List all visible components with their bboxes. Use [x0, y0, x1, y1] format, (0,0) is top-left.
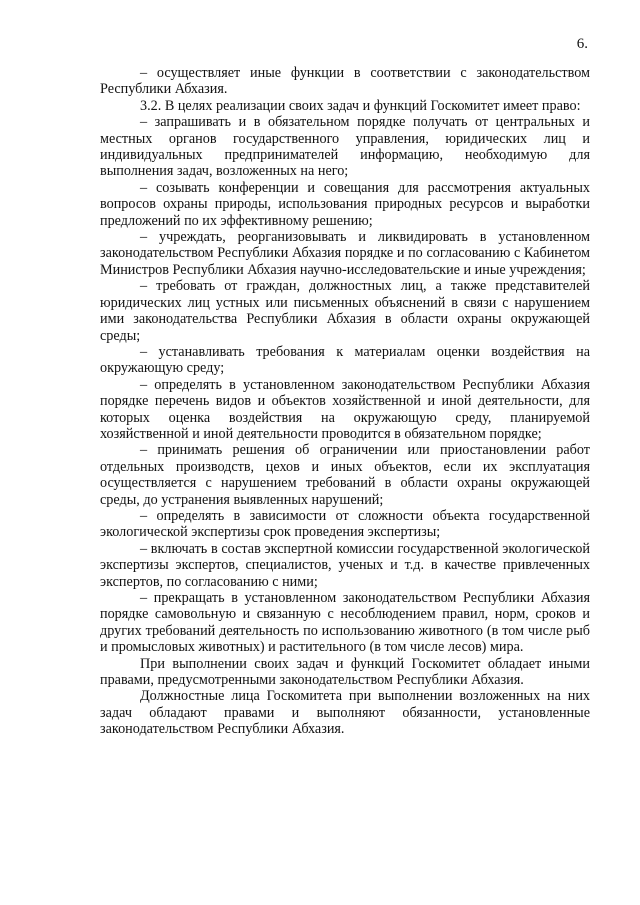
paragraph-suspend-works: – принимать решения об ограничении или приостановлении работ отдельных производств, цехов и иных объектов, если их эксплуатация осуществляется с нарушением требований в области охраны окружающей среды, до устранения выявленных нарушений; — [100, 442, 590, 508]
paragraph-establish-institutions: – учреждать, реорганизовывать и ликвидировать в установленном законодательством Республики Абхазия порядке и по согласованию с Кабинетом Министров Республики Абхазия научно-исследовательские и иные учреждения; — [100, 229, 590, 278]
paragraph-section-3-2: 3.2. В целях реализации своих задач и функций Госкомитет имеет право: — [140, 97, 581, 114]
paragraph-assessment-requirements: – устанавливать требования к материалам оценки воздействия на окружающую среду; — [100, 343, 590, 377]
paragraph-stop-activities: – прекращать в установленном законодательством Республики Абхазия порядке самовольную и связанную с несоблюдением правил, норм, сроков и других требований деятельность по использованию животного (в том числе рыб и промысловых животных) и растительного (в том числе лесов) мира. — [100, 590, 590, 656]
paragraph-determine-activities: – определять в установленном законодательством Республики Абхазия порядке перечень видов и объектов хозяйственной и иной деятельности, для которых оценка воздействия на окружающую среду, планируемой хозяйственной и иной деятельности проводится в обязательном порядке; — [100, 376, 590, 442]
paragraph-include-experts: – включать в состав экспертной комиссии государственной экологической экспертизы экспертов, специалистов, ученых и т.д. в качестве привлеченных экспертов, по согласованию с ними; — [100, 540, 590, 590]
paragraph-request-information: – запрашивать и в обязательном порядке получать от центральных и местных органов государственного управления, юридических лиц и индивидуальных предпринимателей информацию, необходимую для выполнения задач, возложенных на него; — [100, 114, 590, 180]
paragraph-other-rights: При выполнении своих задач и функций Госкомитет обладает иными правами, предусмотренными законодательством Республики Абхазия. — [100, 655, 590, 689]
paragraph-other-functions: – осуществляет иные функции в соответствии с законодательством Республики Абхазия. — [100, 65, 590, 98]
paragraph-officials-rights: Должностные лица Госкомитета при выполнении возложенных на них задач обладают правами и выполняют обязанности, установленные законодательством Республики Абхазия. — [100, 688, 590, 738]
paragraph-expertise-period: – определять в зависимости от сложности объекта государственной экологической экспертизы срок проведения экспертизы; — [100, 507, 590, 541]
paragraph-demand-explanations: – требовать от граждан, должностных лиц, а также представителей юридических лиц устных или письменных объяснений в связи с нарушением ими законодательства Республики Абхазия в области охраны окружающей среды; — [100, 278, 590, 344]
page-number: 6. — [576, 36, 588, 52]
document-body — [100, 65, 590, 738]
paragraph-convene-conferences: – созывать конференции и совещания для рассмотрения актуальных вопросов охраны природы, использования природных ресурсов и выработки предложений по их эффективному решению; — [100, 179, 590, 229]
